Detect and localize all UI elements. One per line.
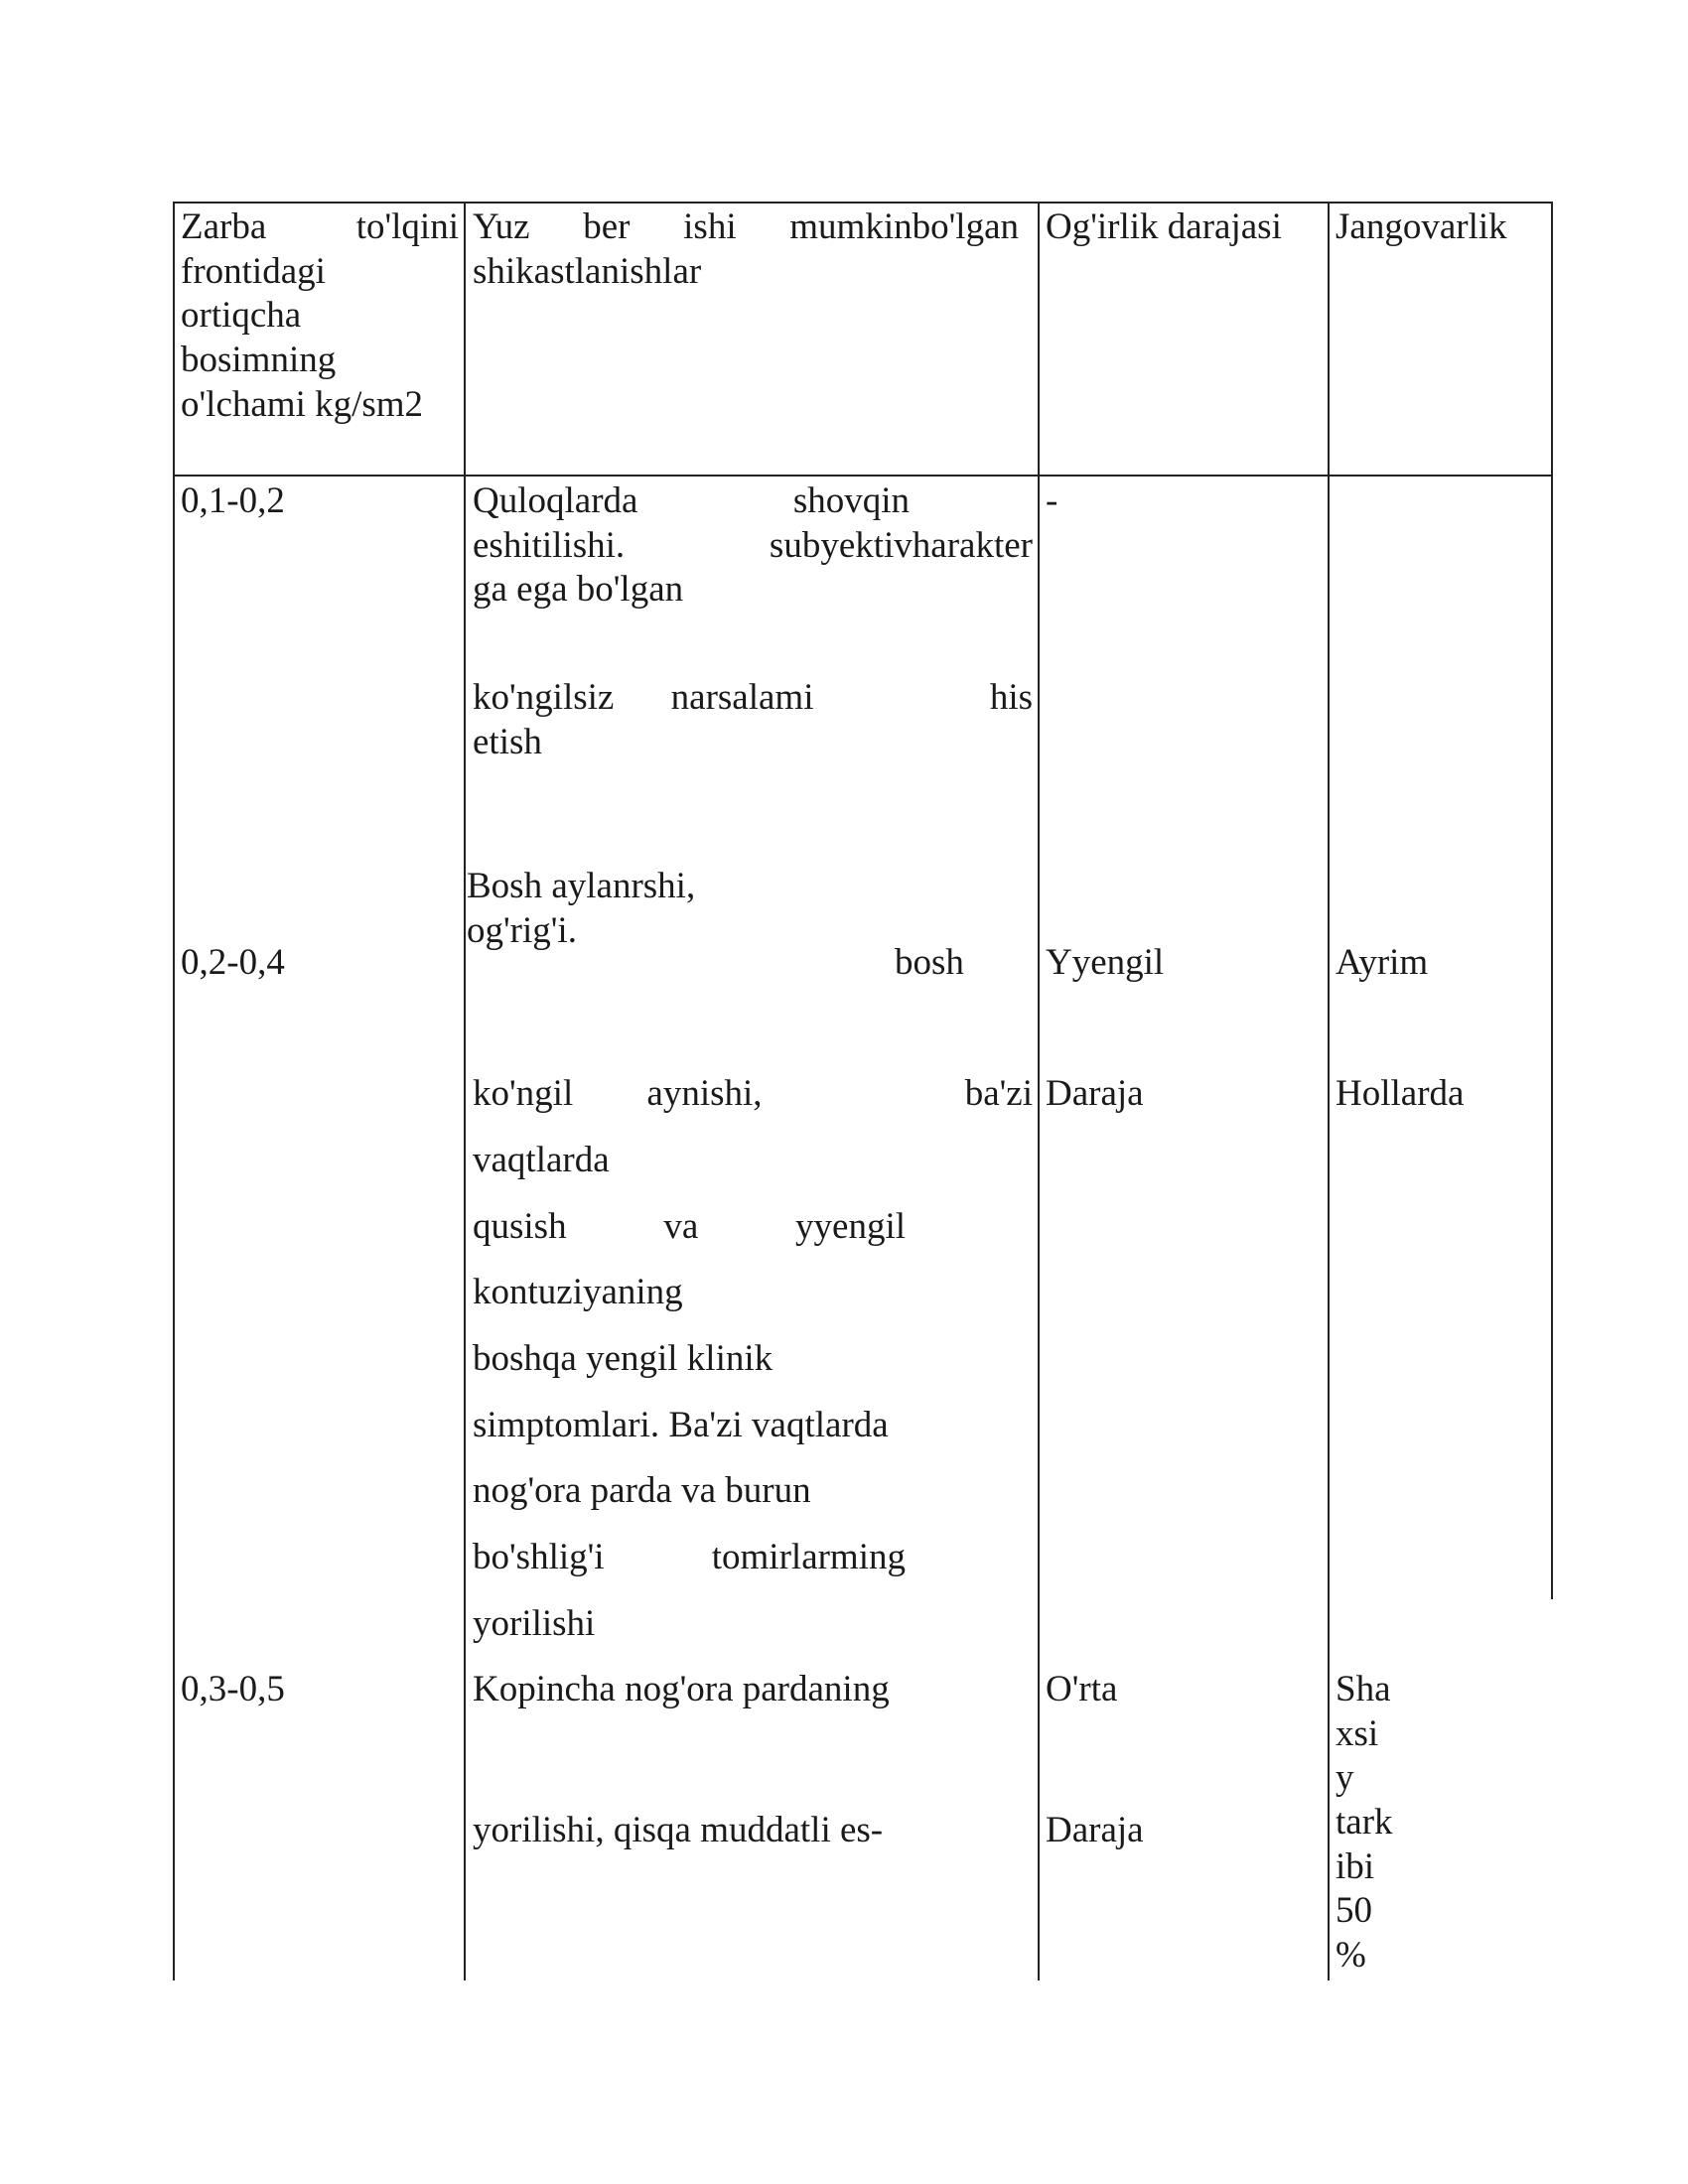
row3-combat-line-7: % <box>1336 1935 1366 1976</box>
table-left-border <box>173 202 175 1980</box>
column-divider-3 <box>1328 202 1330 1980</box>
row2-injury-line-1: Bosh aylanrshi, <box>467 866 696 906</box>
row1-injury-line-2: eshitilishi. subyektivharakter <box>473 525 1033 566</box>
row2-injury-line-5: vaqtlarda <box>473 1140 610 1180</box>
row3-combat-line-6: 50 <box>1336 1890 1372 1931</box>
row3-combat-line-5: ibi <box>1336 1846 1375 1887</box>
header-combat: Jangovarlik <box>1336 206 1507 247</box>
header-pressure-line-4: bosimning <box>181 340 337 380</box>
column-divider-1 <box>464 202 466 1980</box>
row3-combat-line-1: Sha <box>1336 1669 1391 1709</box>
row2-injury-line-10: nog'ora parda va burun <box>473 1470 811 1511</box>
row1-injury-line-4: ko'ngilsiz narsalami his <box>473 677 1033 718</box>
row3-severity-line-2: Daraja <box>1046 1810 1144 1850</box>
row2-injury-line-12: yorilishi <box>473 1603 596 1644</box>
row2-injury-line-9: simptomlari. Ba'zi vaqtlarda <box>473 1405 889 1445</box>
row2-pressure: 0,2-0,4 <box>181 942 285 983</box>
row2-injury-line-3: bosh <box>895 942 964 983</box>
row3-combat-line-4: tark <box>1336 1802 1393 1843</box>
row3-pressure: 0,3-0,5 <box>181 1669 285 1709</box>
header-pressure-line-1: Zarba to'lqini <box>181 206 459 247</box>
row2-injury-line-11: bo'shlig'i tomirlarming <box>473 1537 906 1577</box>
row2-injury-line-8: boshqa yengil klinik <box>473 1338 774 1379</box>
header-pressure-line-2: frontidagi <box>181 251 326 292</box>
header-pressure-line-5: o'lchami kg/sm2 <box>181 384 424 425</box>
row2-severity-line-2: Daraja <box>1046 1073 1144 1114</box>
row2-injury-line-2: og'rig'i. <box>467 910 577 951</box>
table-top-border <box>173 202 1553 204</box>
column-divider-2 <box>1038 202 1040 1980</box>
table-right-border <box>1551 202 1553 1599</box>
row2-injury-line-6: qusish va yyengil <box>473 1206 906 1247</box>
row2-combat-line-2: Hollarda <box>1336 1073 1465 1114</box>
row1-pressure: 0,1-0,2 <box>181 480 285 521</box>
header-severity: Og'irlik darajasi <box>1046 206 1282 247</box>
row1-injury-line-1: Quloqlarda shovqin <box>473 480 910 521</box>
row3-injury-line-2: yorilishi, qisqa muddatli es- <box>473 1810 884 1850</box>
row1-injury-line-3: ga ega bo'lgan <box>473 569 684 610</box>
row3-injury-line-1: Kopincha nog'ora pardaning <box>473 1669 890 1709</box>
row2-injury-line-4: ko'ngil aynishi, ba'zi <box>473 1073 1033 1114</box>
row2-injury-line-7: kontuziyaning <box>473 1272 683 1312</box>
row3-severity-line-1: O'rta <box>1046 1669 1118 1709</box>
row1-injury-line-5: etish <box>473 722 542 762</box>
header-injuries-line-1: Yuz ber ishi mumkinbo'lgan <box>473 206 1019 247</box>
row3-combat-line-3: y <box>1336 1757 1354 1798</box>
row2-severity-line-1: Yyengil <box>1046 942 1165 983</box>
header-row-divider <box>173 475 1553 477</box>
header-pressure-line-3: ortiqcha <box>181 295 302 336</box>
row2-combat-line-1: Ayrim <box>1336 942 1429 983</box>
row3-combat-line-2: xsi <box>1336 1713 1379 1754</box>
header-injuries-line-2: shikastlanishlar <box>473 251 702 292</box>
row1-severity: - <box>1046 480 1058 521</box>
